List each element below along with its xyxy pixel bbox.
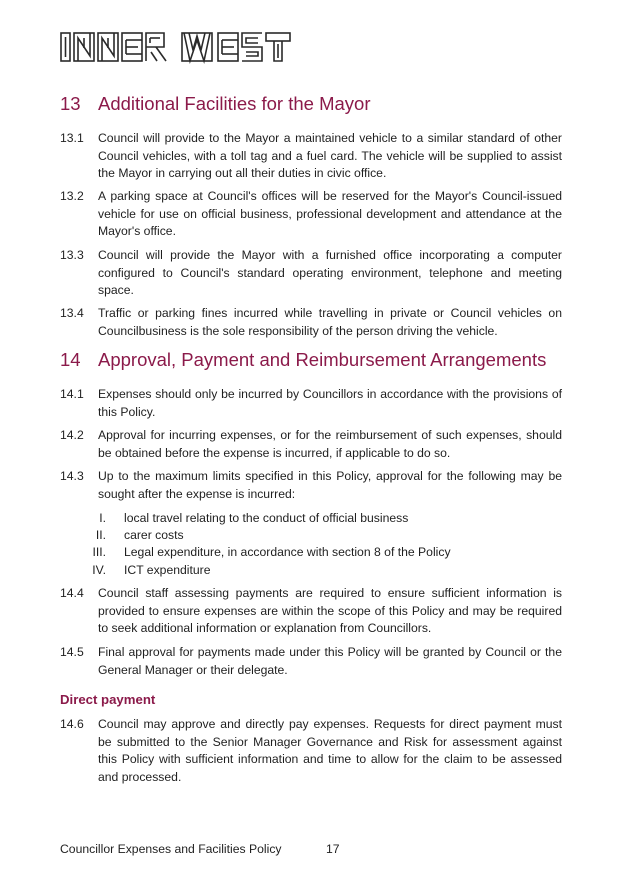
clause-number: 14.5 bbox=[60, 645, 84, 659]
clause-number: 14.4 bbox=[60, 586, 84, 600]
list-numeral: II. bbox=[95, 528, 106, 542]
inner-west-logo bbox=[60, 28, 300, 66]
section-number: 13 bbox=[60, 93, 81, 114]
clause-text: Council staff assessing payments are required to ensure sufficient information is provided to ensure expenses are within the scope of this Policy and may be required to seek additional information or explanation from Councillors. bbox=[98, 586, 562, 635]
clause-number: 13.2 bbox=[60, 189, 84, 203]
clause-number: 14.1 bbox=[60, 387, 84, 401]
list-item-i bbox=[60, 510, 562, 528]
clause-14-5 bbox=[60, 644, 562, 679]
list-text: ICT expenditure bbox=[124, 563, 211, 577]
clause-number: 13.4 bbox=[60, 306, 84, 320]
clause-number: 13.3 bbox=[60, 248, 84, 262]
list-numeral: I. bbox=[99, 511, 106, 525]
clause-13-4 bbox=[60, 305, 562, 340]
page-number: 17 bbox=[326, 842, 340, 856]
clause-text: Up to the maximum limits specified in this Policy, approval for the following may be sought after the expense is incurred: bbox=[98, 469, 562, 501]
list-item-iii bbox=[60, 544, 562, 562]
clause-text: Approval for incurring expenses, or for the reimbursement of such expenses, should be obtained before the expense is incurred, if applicable to do so. bbox=[98, 428, 562, 460]
clause-number: 14.2 bbox=[60, 428, 84, 442]
section-title: Additional Facilities for the Mayor bbox=[98, 93, 371, 114]
list-numeral: III. bbox=[92, 545, 106, 559]
clause-text: A parking space at Council's offices will be reserved for the Mayor's Council-issued vehicle for use on official business, professional development and attendance at the Mayor's office. bbox=[98, 189, 562, 238]
clause-13-3 bbox=[60, 247, 562, 300]
clause-13-2 bbox=[60, 188, 562, 241]
direct-payment-heading: Direct payment bbox=[60, 692, 156, 707]
clause-14-1 bbox=[60, 386, 562, 421]
section-14-heading bbox=[60, 349, 546, 371]
clause-text: Council will provide to the Mayor a maintained vehicle to a similar standard of other Council vehicles, with a toll tag and a fuel card. The vehicle will be supplied to assist the Mayor in carrying out all their duties in civic office. bbox=[98, 131, 562, 180]
clause-14-4 bbox=[60, 585, 562, 638]
list-text: carer costs bbox=[124, 528, 184, 542]
section-title: Approval, Payment and Reimbursement Arrangements bbox=[98, 349, 547, 370]
clause-text: Expenses should only be incurred by Councillors in accordance with the provisions of this Policy. bbox=[98, 387, 562, 419]
footer-title: Councillor Expenses and Facilities Policy bbox=[60, 842, 282, 856]
clause-number: 14.6 bbox=[60, 717, 84, 731]
section-number: 14 bbox=[60, 349, 81, 370]
clause-text: Traffic or parking fines incurred while travelling in private or Council vehicles on Councilbusiness is the sole responsibility of the person driving the vehicle. bbox=[98, 306, 562, 338]
clause-14-3 bbox=[60, 468, 562, 503]
clause-13-1 bbox=[60, 130, 562, 183]
clause-text: Council will provide the Mayor with a furnished office incorporating a computer configured to Council's standard operating environment, telephone and meeting space. bbox=[98, 248, 562, 297]
list-item-ii bbox=[60, 527, 562, 545]
list-item-iv bbox=[60, 562, 562, 580]
section-13-heading bbox=[60, 93, 370, 115]
clause-number: 13.1 bbox=[60, 131, 84, 145]
clause-number: 14.3 bbox=[60, 469, 84, 483]
clause-text: Final approval for payments made under this Policy will be granted by Council or the General Manager or their delegate. bbox=[98, 645, 562, 677]
clause-14-2 bbox=[60, 427, 562, 462]
clause-text: Council may approve and directly pay expenses. Requests for direct payment must be submitted to the Senior Manager Governance and Risk for assessment against this Policy with sufficient information and time to allow for the claim to be assessed and processed. bbox=[98, 717, 562, 784]
list-text: local travel relating to the conduct of official business bbox=[124, 511, 409, 525]
page-footer bbox=[60, 842, 340, 856]
list-text: Legal expenditure, in accordance with section 8 of the Policy bbox=[124, 545, 451, 559]
list-numeral: IV. bbox=[92, 563, 106, 577]
clause-14-6 bbox=[60, 716, 562, 786]
